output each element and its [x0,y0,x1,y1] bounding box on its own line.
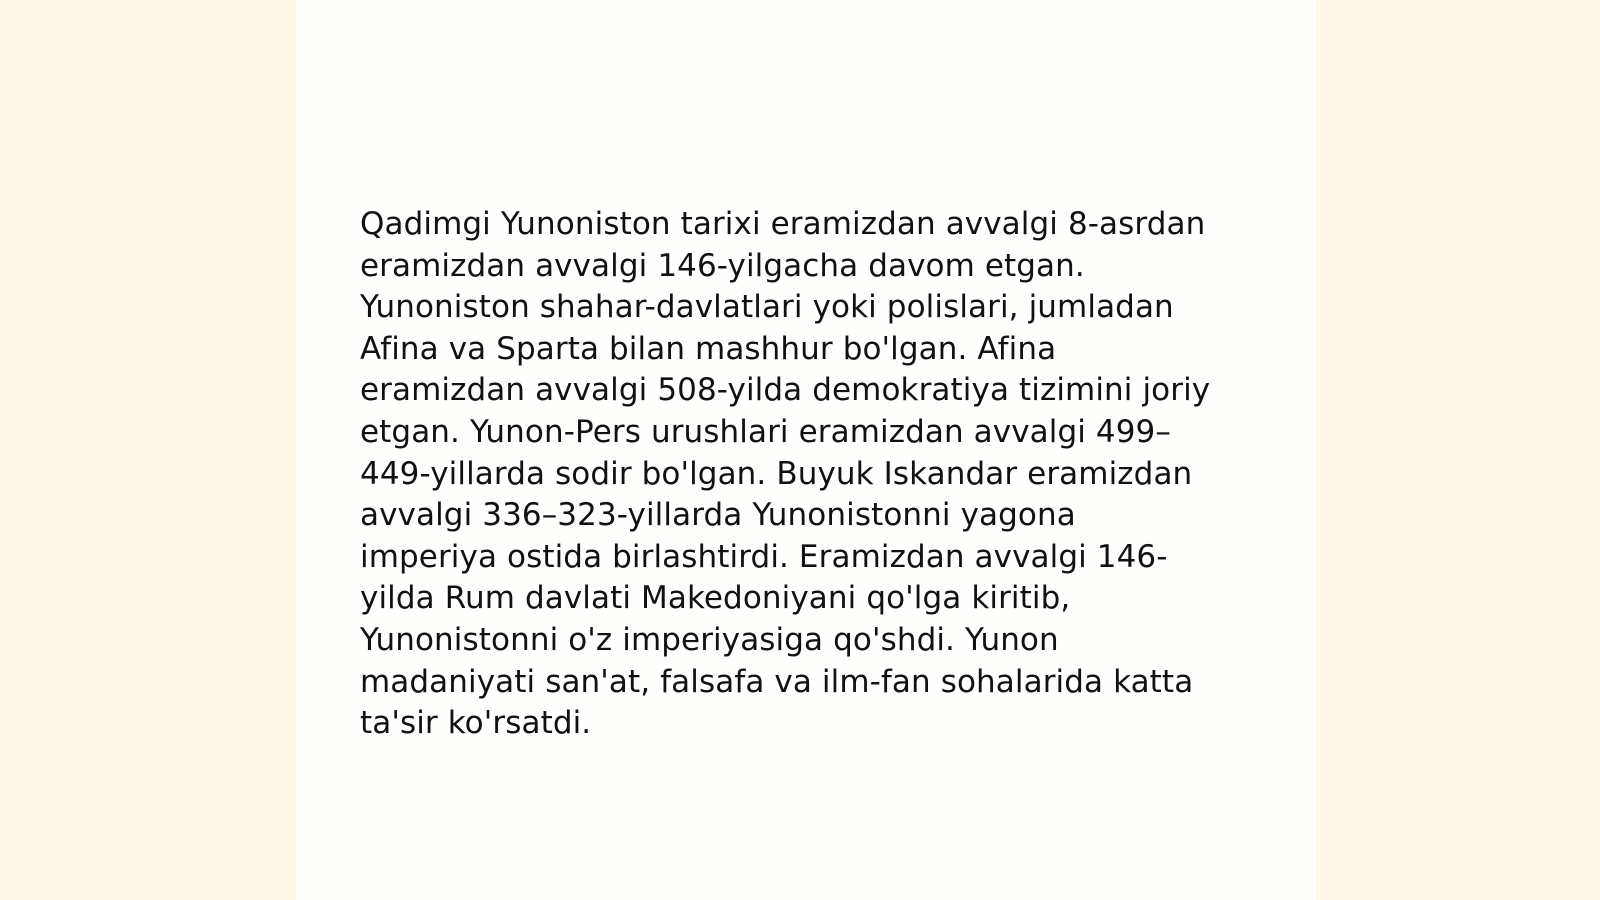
document-paragraph: Qadimgi Yunoniston tarixi eramizdan avvalgi 8-asrdan eramizdan avvalgi 146-yilgacha davom etgan. Yunoniston shahar-davlatlari yoki polislari, jumladan Afina va Sparta bilan mashhur bo'lgan. Afina eramizdan avvalgi 508-yilda demokratiya tizimini joriy etgan. Yunon-Pers urushlari eramizdan avvalgi 499– 449-yillarda sodir bo'lgan. Buyuk Iskandar eramizdan avvalgi 336–323-yillarda Yunonistonni yagona imperiya ostida birlashtirdi. Eramizdan avvalgi 146- yilda Rum davlati Makedoniyani qo'lga kiritib, Yunonistonni o'z imperiyasiga qo'shdi. Yunon madaniyati san'at, falsafa va ilm-fan sohalarida katta ta'sir ko'rsatdi. [360,206,1211,742]
right-margin [1316,0,1600,900]
left-margin [0,0,296,900]
document-page [296,0,1316,900]
